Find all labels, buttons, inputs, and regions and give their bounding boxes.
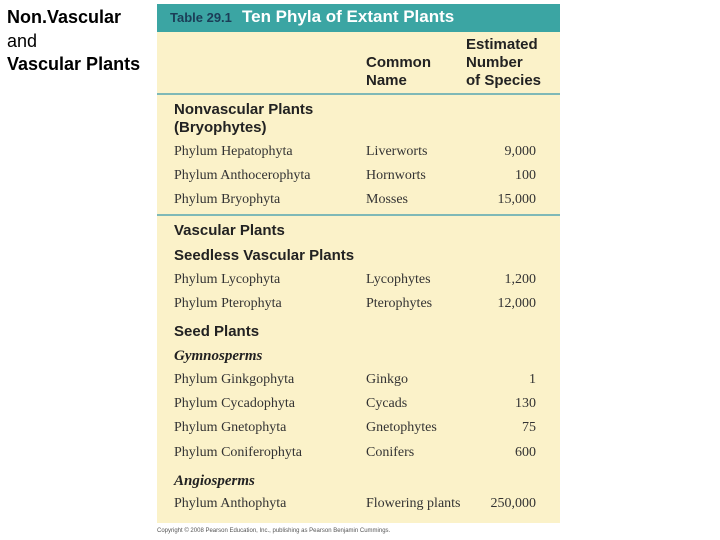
species-count: 600 <box>515 445 536 460</box>
column-header-species-line-1: Estimated <box>466 36 538 53</box>
phylum-name: Phylum Anthophyta <box>174 496 287 511</box>
common-name: Lycophytes <box>366 272 431 287</box>
common-name: Cycads <box>366 396 408 411</box>
column-header-common-line-2: Name <box>366 72 407 89</box>
column-header-common-name <box>366 54 431 90</box>
column-header-species-line-2: Number <box>466 54 523 71</box>
common-name: Gnetophytes <box>366 420 437 435</box>
column-header-estimated-species <box>466 36 541 90</box>
header-rule <box>157 93 560 95</box>
species-count: 12,000 <box>497 296 536 311</box>
common-name: Hornworts <box>366 168 426 183</box>
phylum-name: Phylum Cycadophyta <box>174 396 295 411</box>
table-title: Ten Phyla of Extant Plants <box>242 7 455 26</box>
species-count: 1 <box>529 372 536 387</box>
common-name: Mosses <box>366 192 409 207</box>
phylum-name: Phylum Anthocerophyta <box>174 168 311 183</box>
phylum-name: Phylum Lycophyta <box>174 272 281 287</box>
phylum-name: Phylum Coniferophyta <box>174 445 302 460</box>
slide-title-line-3: Vascular Plants <box>7 54 141 74</box>
common-name: Conifers <box>366 445 415 460</box>
phylum-name: Phylum Pterophyta <box>174 296 282 311</box>
column-header-species-line-3: of Species <box>466 72 542 89</box>
phylum-name: Phylum Ginkgophyta <box>174 372 295 387</box>
slide-title-line-1: Non.Vascular <box>7 7 122 27</box>
common-name: Pterophytes <box>366 296 433 311</box>
species-count: 130 <box>515 396 536 411</box>
species-count: 75 <box>522 420 536 435</box>
subsection-seedless-vascular: Seedless Vascular Plants <box>174 247 355 264</box>
section-rule <box>157 214 560 216</box>
species-count: 15,000 <box>497 192 536 207</box>
common-name: Ginkgo <box>366 372 408 387</box>
section-nonvascular-line-2: (Bryophytes) <box>174 119 267 136</box>
subsection-angiosperms: Angiosperms <box>174 473 255 489</box>
species-count: 100 <box>515 168 536 183</box>
section-nonvascular-line-1: Nonvascular Plants <box>174 101 314 118</box>
common-name: Liverworts <box>366 144 428 159</box>
subsection-gymnosperms: Gymnosperms <box>174 348 263 364</box>
phyla-table <box>157 4 560 523</box>
table-number: Table 29.1 <box>170 10 232 25</box>
section-nonvascular-plants <box>174 101 313 137</box>
slide-title <box>7 6 140 77</box>
species-count: 250,000 <box>490 496 536 511</box>
copyright-notice: Copyright © 2008 Pearson Education, Inc., publishing as Pearson Benjamin Cummings. <box>157 528 391 534</box>
section-vascular-plants: Vascular Plants <box>174 222 285 239</box>
slide-title-line-2: and <box>7 30 38 51</box>
table-header-bar <box>157 4 560 32</box>
phylum-name: Phylum Bryophyta <box>174 192 281 207</box>
common-name: Flowering plants <box>366 496 461 511</box>
phylum-name: Phylum Gnetophyta <box>174 420 287 435</box>
species-count: 1,200 <box>504 272 536 287</box>
subsection-seed-plants: Seed Plants <box>174 323 260 340</box>
column-header-common-line-1: Common <box>366 54 431 71</box>
species-count: 9,000 <box>504 144 536 159</box>
phylum-name: Phylum Hepatophyta <box>174 144 293 159</box>
